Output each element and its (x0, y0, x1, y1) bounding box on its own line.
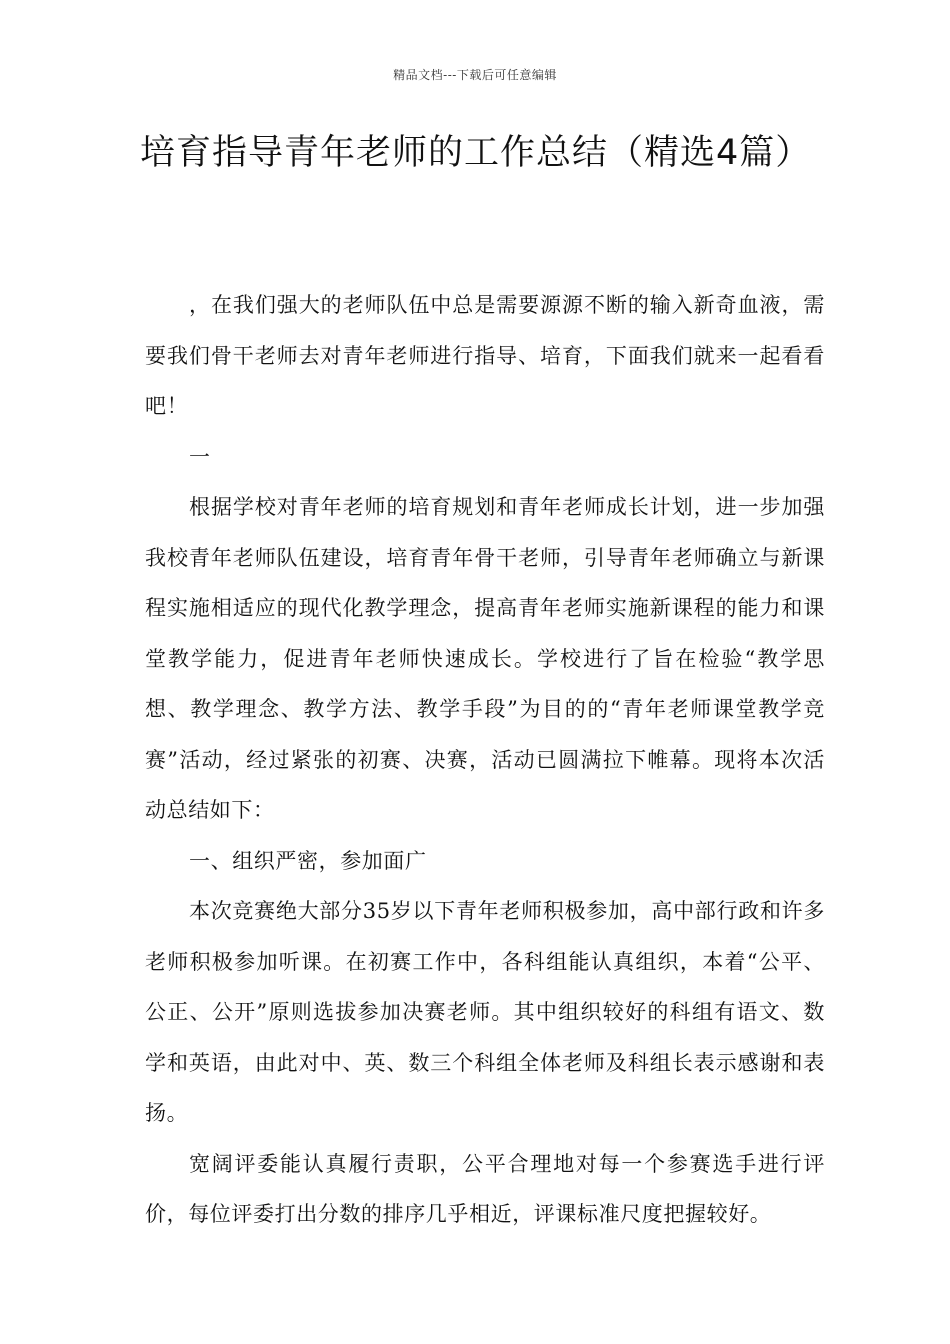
section-marker: 一 (189, 444, 211, 469)
document-body (145, 280, 825, 1240)
subheading-organization: 一、组织严密，参加面广 (189, 848, 427, 873)
paragraph-background: 根据学校对青年老师的培育规划和青年老师成长计划，进一步加强我校青年老师队伍建设，培育青年骨干老师，引导青年老师确立与新课程实施相适应的现代化教学理念，提高青年老师实施新课程的能力和课堂教学能力，促进青年老师快速成长。学校进行了旨在检验“教学思想、教学理念、教学方法、教学手段”为目的的“青年老师课堂教学竞赛”活动，经过紧张的初赛、决赛，活动已圆满拉下帷幕。现将本次活动总结如下： (145, 495, 825, 822)
paragraph-judges: 宽阔评委能认真履行责职，公平合理地对每一个参赛选手进行评价，每位评委打出分数的排序几乎相近，评课标准尺度把握较好。 (145, 1151, 825, 1226)
paragraph-participation: 本次竞赛绝大部分35岁以下青年老师积极参加，高中部行政和许多老师积极参加听课。在初赛工作中，各科组能认真组织，本着“公平、公正、公开”原则选拔参加决赛老师。其中组织较好的科组有语文、数学和英语，由此对中、英、数三个科组全体老师及科组长表示感谢和表扬。 (145, 899, 825, 1125)
header-note: 精品文档---下载后可任意编辑 (393, 68, 557, 82)
document-title: 培育指导青年老师的工作总结（精选4篇） (140, 133, 812, 173)
paragraph-intro: ，在我们强大的老师队伍中总是需要源源不断的输入新奇血液，需要我们骨干老师去对青年老师进行指导、培育，下面我们就来一起看看吧！ (145, 293, 825, 418)
